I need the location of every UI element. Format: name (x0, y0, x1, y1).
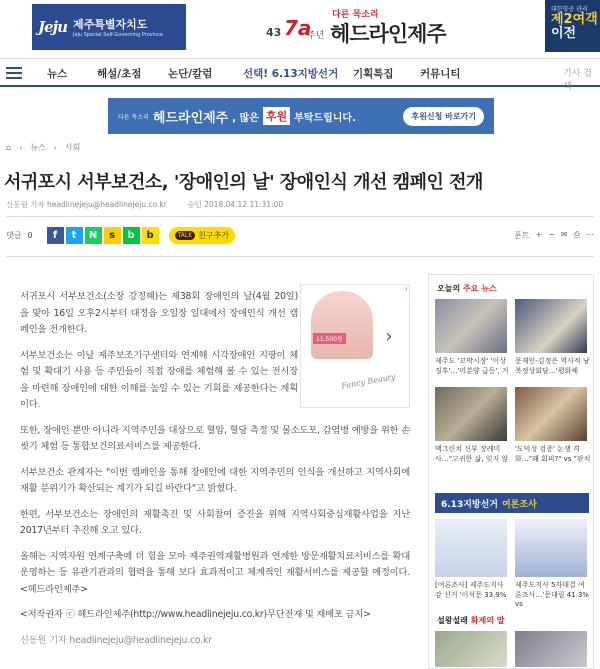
breadcrumb (6, 142, 80, 153)
byline-date: 승인 2018.04.12 11:31:00 (187, 200, 284, 209)
email-icon[interactable]: ✉ (560, 229, 568, 239)
article-byline (6, 199, 594, 217)
news-caption[interactable]: 문재인-김정은 역사적 남북정상회담…'평화체 (515, 357, 590, 375)
nav-item-election[interactable]: 선택! 6.13지방선거 (243, 68, 339, 80)
jeju-logo-mark: Jeju (38, 18, 67, 36)
kakaostory-icon[interactable]: s (104, 227, 121, 244)
breadcrumb-item-society[interactable]: 사회 (64, 143, 81, 152)
naver-icon[interactable]: N (85, 227, 102, 244)
news-thumbnail[interactable] (435, 631, 507, 667)
article-paragraph: 올해는 지역자원 연계구축에 더 힘을 모아 제주권역재활병원과 연계한 방문재활치료서비스를 확대 운영하는 등 유관기관과의 협력을 통해 보다 효과적이고 체계적인 재활서비스를 제공할 예정이다. <헤드라인제주> (20, 550, 410, 595)
banner-text1: , 많은 (232, 112, 259, 124)
news-thumbnail[interactable] (515, 387, 587, 441)
banner-highlight: 후원 (263, 107, 290, 125)
comment-count: 0 (27, 230, 33, 240)
news-thumbnail[interactable] (515, 299, 587, 353)
twitter-icon[interactable]: t (66, 227, 83, 244)
brand-anniversary: 7a (284, 16, 312, 40)
article-paragraph: 한편, 서부보건소는 장애인의 재활촉진 및 사회참여 증진을 위해 지역사회중심재활사업을 지난 2017년부터 추진해 오고 있다. (20, 508, 410, 536)
kakao-talk-icon: TALK (175, 231, 196, 240)
search-link[interactable]: 기사 검색 (563, 69, 592, 92)
banner-text2: 부탁드립니다. (294, 112, 356, 124)
news-caption[interactable]: 맥그린치 신부 장례미사…"고귀한 삶, 잊지 않 (435, 445, 509, 463)
top-right-ad[interactable] (545, 0, 600, 52)
article-paragraph: 서부보건소 관계자는 "이번 캠페인을 통해 장애인에 대한 지역주민의 인식을 개선하고 지역사회에 재활 분위기가 확산되는 계기가 되길 바란다"고 밝혔다. (20, 466, 410, 494)
facebook-icon[interactable]: f (47, 227, 64, 244)
home-icon[interactable]: ⌂ (6, 143, 12, 152)
support-button[interactable]: 후원신청 바로가기 (403, 107, 484, 126)
news-caption[interactable]: '도덕성 검증' 논쟁 격화…"왜 회피?" vs "판치 (515, 445, 591, 463)
breadcrumb-sep-icon: › (19, 143, 23, 152)
comment-label[interactable]: 댓글 (6, 230, 22, 240)
article-title: 서귀포시 서부보건소, '장애인의 날' 장애인식 개선 캠페인 전개 (4, 172, 483, 193)
heading-highlight: 주요 뉴스 (462, 284, 497, 293)
nav-item-column[interactable]: 논단/칼럼 (168, 68, 213, 80)
heading-prefix: 오늘의 (437, 284, 461, 293)
sidebar-heading-top-news (437, 283, 497, 294)
news-thumbnail[interactable] (435, 299, 507, 353)
font-decrease-icon[interactable]: − (548, 229, 555, 239)
nav-item-analysis[interactable]: 해설/초점 (97, 68, 142, 80)
heading-prefix: 설왕설래 (437, 616, 468, 625)
sidebar (428, 274, 594, 669)
right-ad-line1: 대한항공 관리 (551, 6, 588, 13)
font-size-button[interactable]: 폰트 (514, 230, 530, 240)
brand-name: 헤드라인제주 (330, 22, 446, 46)
article-footer-author[interactable]: 신동원 기자 headlinejeju@headlinejeju.co.kr (20, 634, 212, 646)
chevron-right-icon[interactable]: › (385, 326, 393, 347)
nav-item-news[interactable]: 뉴스 (47, 68, 68, 80)
kakao-share-icon[interactable]: b (142, 227, 159, 244)
news-caption[interactable]: 제주도 '꼬박시장' '이상 징후'…'미분양 급등', 거 (435, 357, 509, 375)
nav-item-community[interactable]: 커뮤니티 (420, 68, 461, 80)
ad-price: 11,500원 (313, 333, 346, 344)
poll-thumbnail[interactable] (435, 519, 507, 577)
breadcrumb-item-news[interactable]: 뉴스 (30, 143, 46, 152)
election-poll-header[interactable] (435, 493, 589, 513)
kakao-friend-label: 친구추가 (198, 230, 230, 240)
news-caption[interactable]: 제주도지사 5자대결 여론조사…'문대림 41.3% vs (515, 581, 589, 608)
right-ad-line2: 제2여객 (551, 12, 598, 27)
byline-author[interactable]: 신동원 기자 headlinejeju@headlinejeju.co.kr (6, 200, 167, 209)
election-label: 6.13지방선거 (441, 499, 498, 510)
ad-model-image (311, 291, 373, 359)
right-ad-line3: 이전 (551, 26, 577, 41)
heading-highlight: 화제의 말 (470, 616, 505, 625)
brand-anniversary-suffix: 주년 (307, 31, 325, 41)
ad-info-icon[interactable]: i (405, 286, 407, 293)
article-tools (514, 230, 594, 241)
band-icon[interactable]: b (123, 227, 140, 244)
article-paragraph: 서귀포시 서부보건소(소장 강정혜)는 제38회 장애인의 날(4월 20일)을 맞아 16일 오후2시부터 대정읍 오일장 일대에서 장애인식 개선 캠페인을 전개한다. (20, 291, 298, 335)
nav-item-feature[interactable]: 기획특집 (353, 68, 394, 80)
breadcrumb-sep-icon: › (53, 143, 57, 152)
share-bar (6, 224, 594, 246)
ad-brand-script: Fancy Beauty (340, 372, 397, 391)
divider (6, 256, 594, 257)
news-thumbnail[interactable] (515, 631, 587, 667)
poll-thumbnail[interactable] (515, 519, 587, 577)
brand-slogan: 다른 목소리 (332, 10, 379, 20)
brand-prefix: 43 (266, 26, 282, 39)
top-header (0, 0, 600, 58)
sidebar-heading-quotes (437, 615, 504, 626)
news-caption[interactable]: [여론조사] 제주도지사 감 선거 '이석문 33.9% (435, 581, 507, 599)
print-icon[interactable]: ⎙ (573, 229, 580, 239)
jeju-logo-name: 제주특별자치도 (72, 18, 148, 31)
site-logo[interactable] (266, 6, 476, 50)
news-thumbnail[interactable] (435, 387, 507, 441)
banner-name: 헤드라인제주 (152, 110, 229, 126)
font-increase-icon[interactable]: + (535, 229, 543, 239)
support-banner[interactable] (108, 98, 494, 134)
article-paragraph: 또한, 장애인 뿐만 아니라 지역주민을 대상으로 혈압, 혈당 측정 및 물소도포, 감염병 예방을 위한 손씻기 체험 등 통합보건의료서비스를 제공한다. (20, 424, 410, 452)
jeju-province-banner[interactable] (32, 4, 186, 50)
in-article-ad[interactable] (300, 284, 410, 408)
more-icon[interactable]: ⋯ (586, 229, 594, 239)
copyright-notice: <저작권자 ⓒ 헤드라인제주(http://www.headlinejeju.co.kr)무단전재 및 재배포 금지> (20, 609, 371, 620)
banner-small: 다른 목소리 (118, 113, 149, 121)
article-paragraph: 서부보건소는 이날 제주보조기구센터와 연계해 시각장애인 지팡이 체험 및 확대기 사용 등 주민들이 직접 장애를 체험해 볼 수 있는 전시장을 마련해 장애인에 대한 이해를 높일 수 있는 기회를 제공한다는 계획이다. (20, 349, 298, 410)
main-nav (0, 58, 600, 92)
kakao-friend-button[interactable] (169, 227, 236, 244)
menu-icon[interactable] (6, 67, 22, 79)
jeju-logo-sub: Jeju Special Self-Governing Province (72, 32, 164, 38)
election-poll-label: 여론조사 (501, 499, 537, 510)
